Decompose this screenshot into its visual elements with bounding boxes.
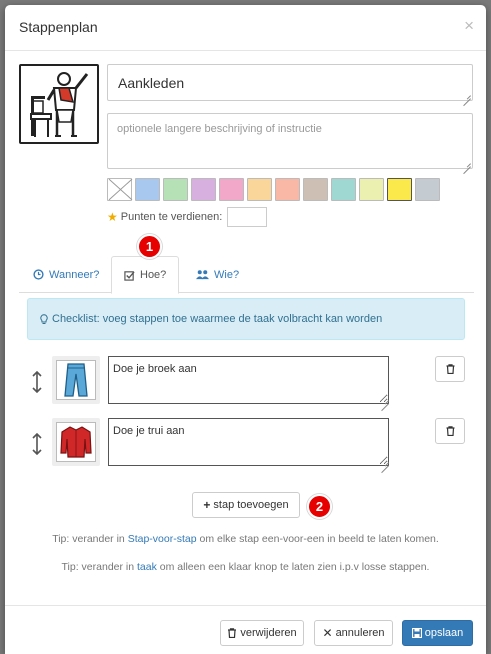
tab-wie[interactable] <box>196 256 239 293</box>
tip-1-prefix: Tip: verander in <box>52 533 128 545</box>
drag-handle-icon[interactable] <box>32 371 42 393</box>
stappenplan-modal <box>5 5 486 654</box>
tip-step-by-step <box>5 533 486 545</box>
color-swatch[interactable] <box>387 178 412 201</box>
tab-hoe[interactable] <box>111 256 179 294</box>
add-step-button[interactable] <box>192 492 300 518</box>
tip-2-suffix: om alleen een klaar knop te laten zien i.p.v losse stappen. <box>156 561 430 573</box>
dressing-pictogram-icon <box>21 66 97 142</box>
delete-step-button[interactable] <box>435 356 465 382</box>
tab-wie-label: Wie? <box>214 268 240 281</box>
points-label: Punten te verdienen: <box>120 211 223 223</box>
tabs-bar <box>19 256 474 293</box>
checkbox-icon <box>124 270 135 281</box>
save-button[interactable] <box>402 620 473 646</box>
color-swatch[interactable] <box>247 178 272 201</box>
step-row <box>27 356 467 408</box>
step-row <box>27 418 467 470</box>
users-icon <box>196 269 209 280</box>
taak-link[interactable]: taak <box>137 561 157 573</box>
task-title-input[interactable] <box>107 64 473 101</box>
floppy-disk-icon <box>412 628 422 638</box>
step-resize-grip[interactable] <box>381 458 389 466</box>
no-color-swatch[interactable] <box>107 178 132 201</box>
cancel-button[interactable] <box>314 620 393 646</box>
stap-voor-stap-link[interactable]: Stap-voor-stap <box>127 533 197 545</box>
color-swatch[interactable] <box>275 178 300 201</box>
points-row <box>107 207 267 227</box>
color-swatch[interactable] <box>331 178 356 201</box>
color-swatch[interactable] <box>415 178 440 201</box>
trash-icon <box>446 364 455 374</box>
trash-icon <box>446 426 455 436</box>
checklist-info-box <box>27 298 465 340</box>
title-resize-grip[interactable] <box>463 91 471 99</box>
modal-title: Stappenplan <box>19 19 98 35</box>
lightbulb-icon <box>40 314 48 325</box>
modal-header <box>5 5 486 51</box>
add-step-label: stap toevoegen <box>213 499 289 511</box>
tab-wanneer[interactable] <box>33 256 99 293</box>
color-swatch[interactable] <box>359 178 384 201</box>
tip-2-prefix: Tip: verander in <box>61 561 138 573</box>
cancel-label: annuleren <box>335 627 385 639</box>
step-image[interactable] <box>52 356 100 404</box>
tab-hoe-label: Hoe? <box>140 269 167 281</box>
step-image-frame <box>56 360 96 400</box>
trousers-icon <box>57 361 95 399</box>
callout-badge-2: 2 <box>307 494 332 519</box>
points-input[interactable] <box>227 207 267 227</box>
delete-label: verwijderen <box>240 627 297 639</box>
tip-1-suffix: om elke stap een-voor-een in beeld te laten komen. <box>196 533 439 545</box>
save-label: opslaan <box>424 627 464 639</box>
clock-icon <box>33 269 44 280</box>
tab-wanneer-label: Wanneer? <box>49 268 100 281</box>
color-swatch[interactable] <box>191 178 216 201</box>
drag-handle-icon[interactable] <box>32 433 42 455</box>
description-textarea[interactable] <box>107 113 473 169</box>
step-image-frame <box>56 422 96 462</box>
color-swatches <box>107 178 440 201</box>
cancel-x-icon: ✕ <box>322 626 333 640</box>
delete-step-button[interactable] <box>435 418 465 444</box>
color-swatch[interactable] <box>135 178 160 201</box>
description-resize-grip[interactable] <box>463 159 471 167</box>
close-icon[interactable]: × <box>464 16 474 35</box>
step-text-input[interactable] <box>108 356 389 404</box>
checklist-info-text: Checklist: voeg stappen toe waarmee de taak volbracht kan worden <box>52 313 383 325</box>
step-image[interactable] <box>52 418 100 466</box>
color-swatch[interactable] <box>303 178 328 201</box>
step-resize-grip[interactable] <box>381 396 389 404</box>
callout-badge-1: 1 <box>137 234 162 259</box>
delete-button[interactable] <box>220 620 304 646</box>
sweater-icon <box>57 423 95 461</box>
color-swatch[interactable] <box>163 178 188 201</box>
modal-footer <box>5 605 486 654</box>
trash-icon <box>227 628 237 638</box>
tip-task <box>5 561 486 573</box>
color-swatch[interactable] <box>219 178 244 201</box>
star-icon: ★ <box>107 210 118 224</box>
plus-icon: + <box>203 498 211 512</box>
task-pictogram[interactable] <box>19 64 99 144</box>
step-text-input[interactable] <box>108 418 389 466</box>
